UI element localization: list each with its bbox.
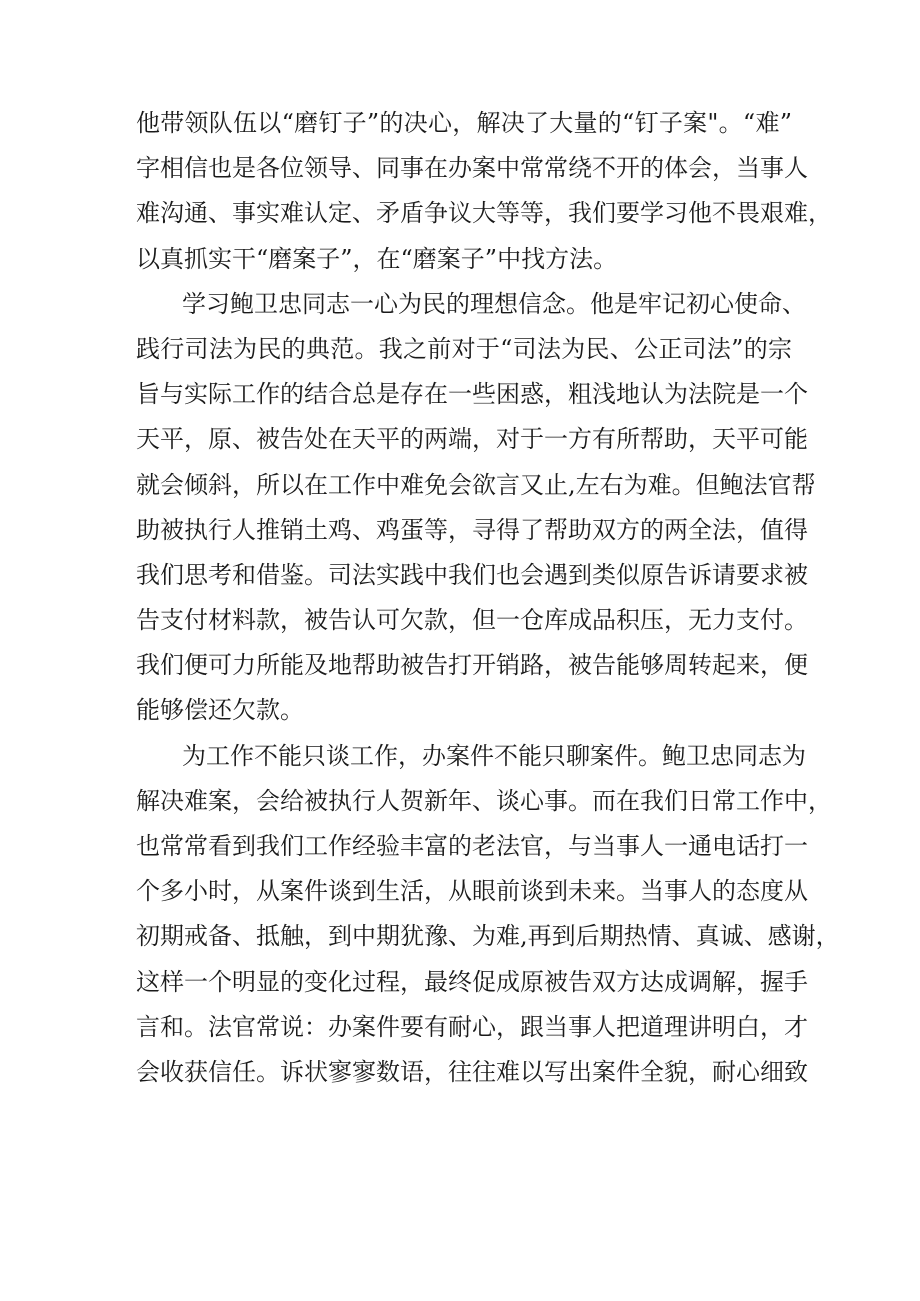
text-line: 字相信也是各位领导、同事在办案中常常绕不开的体会，当事人 [136,154,808,183]
paragraph-3 [136,734,840,1096]
text-line: 这样一个明显的变化过程，最终促成原被告双方达成调解，握手 [136,967,808,996]
paragraph-1 [136,101,832,282]
paragraph-2 [136,282,816,734]
text-line: 能够偿还欠款。 [136,696,304,725]
text-line: 我们思考和借鉴。司法实践中我们也会遇到类似原告诉请要求被 [136,560,808,589]
text-line: 解决难案，会给被执行人贺新年、谈心事。而在我们日常工作中， [136,786,832,815]
text-line: 难沟通、事实难认定、矛盾争议大等等，我们要学习他不畏艰难， [136,199,832,228]
text-line: 助被执行人推销土鸡、鸡蛋等，寻得了帮助双方的两全法，值得 [136,515,808,544]
text-line: 学习鲍卫忠同志一心为民的理想信念。他是牢记初心使命、 [182,289,806,318]
text-line: 我们便可力所能及地帮助被告打开销路，被告能够周转起来，便 [136,651,808,680]
text-line: 为工作不能只谈工作，办案件不能只聊案件。鲍卫忠同志为 [182,741,806,770]
text-line: 天平，原、被告处在天平的两端，对于一方有所帮助，天平可能 [136,425,808,454]
text-line: 告支付材料款，被告认可欠款，但一仓库成品积压，无力支付。 [136,606,808,635]
text-line: 言和。法官常说：办案件要有耐心，跟当事人把道理讲明白，才 [136,1012,808,1041]
document-body [136,101,840,1095]
text-line: 也常常看到我们工作经验丰富的老法官，与当事人一通电话打一 [136,832,808,860]
text-line: 就会倾斜，所以在工作中难免会欲言又止,左右为难。但鲍法官帮 [136,470,816,499]
text-line: 践行司法为民的典范。我之前对于“司法为民、公正司法”的宗 [136,334,792,363]
text-line: 旨与实际工作的结合总是存在一些困惑，粗浅地认为法院是一个 [136,380,808,409]
text-line: 以真抓实干“磨案子”，在“磨案子”中找方法。 [136,244,618,273]
text-line: 会收获信任。诉状寥寥数语，往往难以写出案件全貌，耐心细致 [136,1057,808,1086]
text-line: 初期戒备、抵触，到中期犹豫、为难,再到后期热情、真诚、感谢， [136,922,840,951]
text-line: 个多小时，从案件谈到生活，从眼前谈到未来。当事人的态度从 [136,877,808,906]
text-line: 他带领队伍以“磨钉子”的决心，解决了大量的“钉子案"。“难” [136,109,792,137]
